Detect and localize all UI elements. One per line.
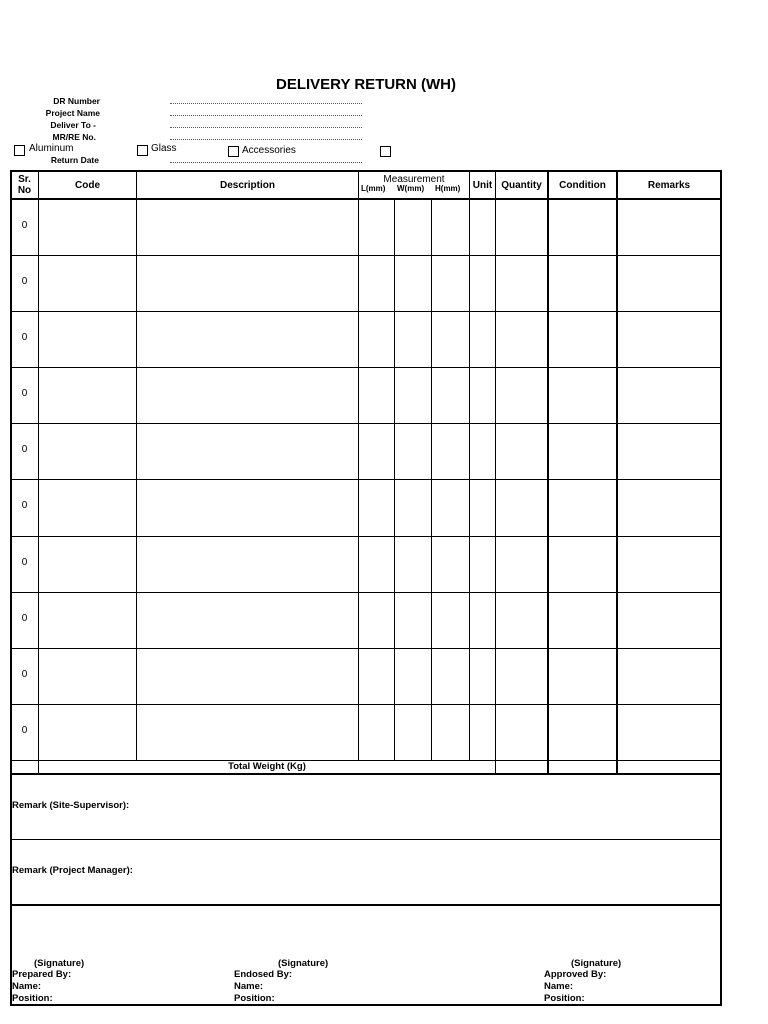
height-header: H(mm) xyxy=(435,184,461,193)
table-row-sr: 0 xyxy=(21,557,28,568)
code-header: Code xyxy=(75,179,100,191)
page-title: DELIVERY RETURN (WH) xyxy=(276,76,456,93)
accessories-label: Accessories xyxy=(242,145,296,156)
endosed-by-label: Endosed By: xyxy=(234,969,293,980)
table-row-sr: 0 xyxy=(21,220,28,231)
endosed-signature-label: (Signature) xyxy=(278,958,329,969)
mr-re-no-field[interactable] xyxy=(170,139,362,140)
mr-re-no-label: MR/RE No. xyxy=(52,132,96,142)
deliver-to-label: Deliver To - xyxy=(50,120,96,130)
table-row-sr: 0 xyxy=(21,669,28,680)
approved-position-label: Position: xyxy=(544,993,585,1004)
project-name-label: Project Name xyxy=(45,108,100,118)
sr-no-header: Sr. No xyxy=(17,174,32,196)
deliver-to-field[interactable] xyxy=(170,127,362,128)
total-weight-label: Total Weight (Kg) xyxy=(228,761,306,772)
condition-header: Condition xyxy=(559,179,606,191)
table-row-sr: 0 xyxy=(21,725,28,736)
aluminum-label: Aluminum xyxy=(29,143,74,154)
table-row-sr: 0 xyxy=(21,332,28,343)
dr-number-label: DR Number xyxy=(53,96,100,106)
description-header: Description xyxy=(219,179,275,191)
length-header: L(mm) xyxy=(361,184,386,193)
measurement-header: Measurement xyxy=(383,173,445,185)
return-date-field[interactable] xyxy=(170,162,362,163)
endosed-name-label: Name: xyxy=(234,981,264,992)
prepared-signature-label: (Signature) xyxy=(34,958,85,969)
approved-name-label: Name: xyxy=(544,981,574,992)
table-row-sr: 0 xyxy=(21,444,28,455)
quantity-header: Quantity xyxy=(501,179,542,191)
approved-signature-label: (Signature) xyxy=(571,958,622,969)
remarks-header: Remarks xyxy=(647,179,691,191)
prepared-name-label: Name: xyxy=(12,981,42,992)
project-manager-remark-label: Remark (Project Manager): xyxy=(12,865,133,876)
table-row-sr: 0 xyxy=(21,500,28,511)
approved-by-label: Approved By: xyxy=(544,969,607,980)
other-checkbox[interactable] xyxy=(380,146,391,157)
table-row-sr: 0 xyxy=(21,388,28,399)
table-row-sr: 0 xyxy=(21,276,28,287)
unit-header: Unit xyxy=(472,179,493,191)
return-date-label: Return Date xyxy=(50,155,99,165)
project-name-field[interactable] xyxy=(170,115,362,116)
dr-number-field[interactable] xyxy=(170,103,362,104)
prepared-position-label: Position: xyxy=(12,993,53,1004)
prepared-by-label: Prepared By: xyxy=(12,969,72,980)
table-row-sr: 0 xyxy=(21,613,28,624)
glass-label: Glass xyxy=(151,143,177,154)
width-header: W(mm) xyxy=(397,184,425,193)
endosed-position-label: Position: xyxy=(234,993,275,1004)
site-supervisor-remark-label: Remark (Site-Supervisor): xyxy=(12,800,130,811)
aluminum-checkbox[interactable] xyxy=(14,145,25,156)
glass-checkbox[interactable] xyxy=(137,145,148,156)
accessories-checkbox[interactable] xyxy=(228,146,239,157)
